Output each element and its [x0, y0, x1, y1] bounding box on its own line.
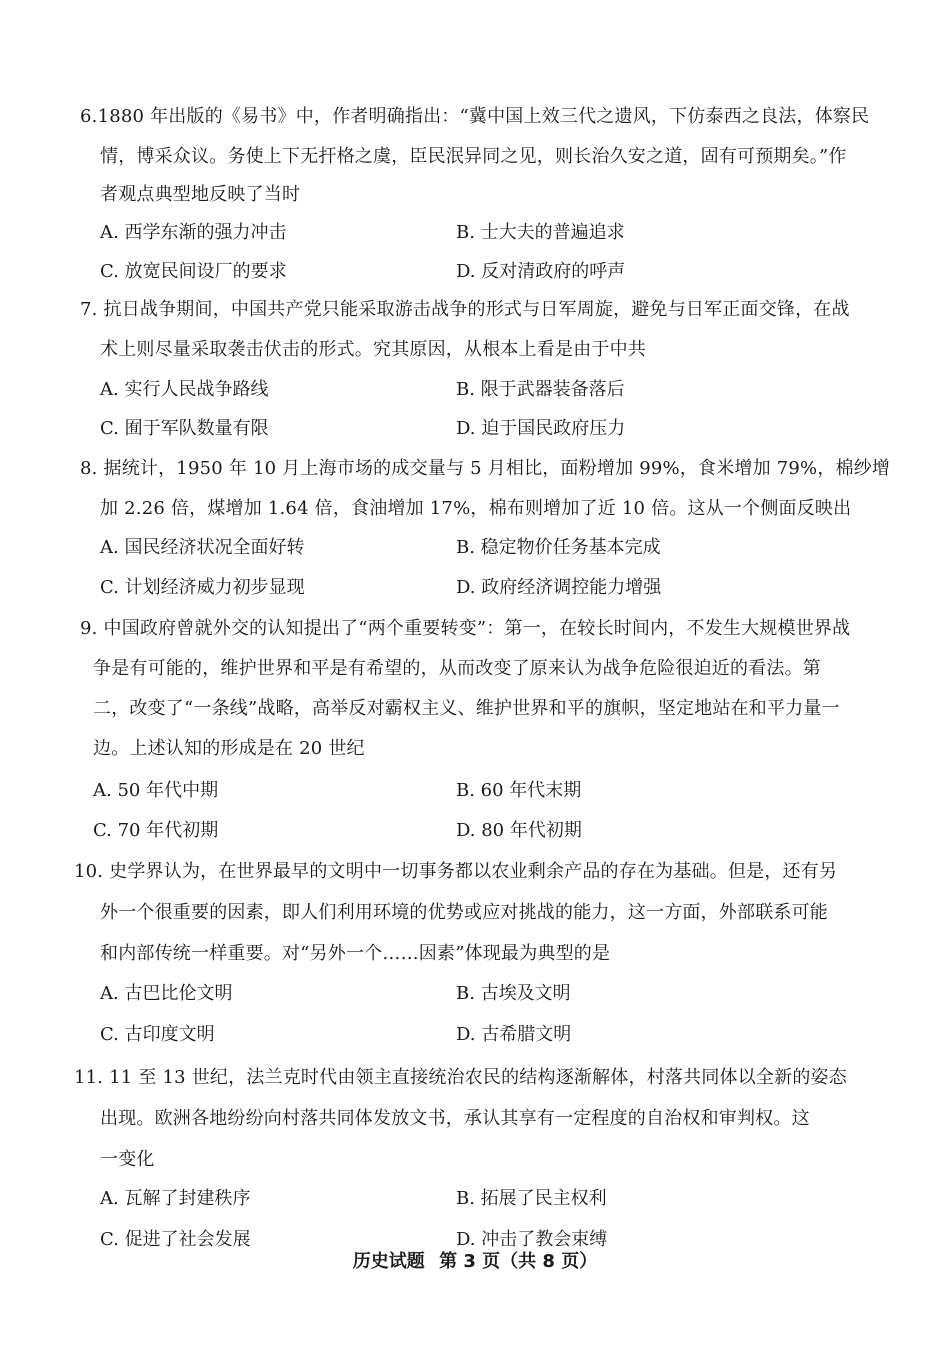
question-8-stem-line-1: 8. 据统计，1950 年 10 月上海市场的成交量与 5 月相比，面粉增加 99%，食米增加 79%，棉纱增 [80, 458, 891, 479]
question-9-option-b: B. 60 年代末期 [456, 780, 582, 801]
question-10-stem-line-2: 外一个很重要的因素，即人们利用环境的优势或应对挑战的能力，这一方面，外部联系可能 [100, 902, 828, 923]
question-11-stem-line-3: 一变化 [100, 1149, 155, 1170]
question-9-stem-line-1: 9. 中国政府曾就外交的认知提出了“两个重要转变”：第一，在较长时间内，不发生大规模世界战 [80, 618, 851, 639]
question-6-option-b: B. 士大夫的普遍追求 [456, 222, 625, 243]
question-6-stem-line-1: 6.1880 年出版的《易书》中，作者明确指出：“冀中国上效三代之遗风，下仿泰西之良法，体察民 [80, 106, 870, 127]
question-10-stem-line-3: 和内部传统一样重要。对“另外一个……因素”体现最为典型的是 [100, 943, 611, 964]
question-11-option-b: B. 拓展了民主权利 [456, 1188, 607, 1209]
question-7-option-c: C. 囿于军队数量有限 [100, 418, 269, 439]
question-8-option-d: D. 政府经济调控能力增强 [456, 577, 662, 598]
question-10-option-c: C. 古印度文明 [100, 1024, 215, 1045]
question-10-option-a: A. 古巴比伦文明 [100, 983, 233, 1004]
question-7-option-b: B. 限于武器装备落后 [456, 379, 625, 400]
question-9-option-c: C. 70 年代初期 [93, 820, 219, 841]
question-8-option-b: B. 稳定物价任务基本完成 [456, 537, 661, 558]
question-10-stem-line-1: 10. 史学界认为，在世界最早的文明中一切事务都以农业剩余产品的存在为基础。但是，还有另 [74, 861, 838, 882]
question-8-option-c: C. 计划经济威力初步显现 [100, 577, 305, 598]
question-6-option-d: D. 反对清政府的呼声 [456, 261, 626, 282]
question-7-stem-line-2: 术上则尽量采取袭击伏击的形式。究其原因，从根本上看是由于中共 [100, 339, 646, 360]
question-11-option-c: C. 促进了社会发展 [100, 1229, 251, 1250]
question-10-option-d: D. 古希腊文明 [456, 1024, 572, 1045]
question-7-option-a: A. 实行人民战争路线 [100, 379, 269, 400]
question-6-option-a: A. 西学东渐的强力冲击 [100, 222, 287, 243]
question-8-option-a: A. 国民经济状况全面好转 [100, 537, 305, 558]
question-9-option-a: A. 50 年代中期 [93, 780, 219, 801]
question-9-stem-line-3: 二，改变了“一条线”战略，高举反对霸权主义、维护世界和平的旗帜，坚定地站在和平力量一 [93, 698, 840, 719]
footer-subject: 历史试题 [352, 1251, 425, 1272]
footer-page-number: 第 3 页（共 8 页） [439, 1251, 598, 1272]
question-7-option-d: D. 迫于国民政府压力 [456, 418, 626, 439]
question-8-stem-line-2: 加 2.26 倍，煤增加 1.64 倍，食油增加 17%，棉布则增加了近 10 倍。这从一个侧面反映出 [100, 498, 852, 519]
question-7-stem-line-1: 7. 抗日战争期间，中国共产党只能采取游击战争的形式与日军周旋，避免与日军正面交锋，在战 [80, 299, 850, 320]
question-11-option-d: D. 冲击了教会束缚 [456, 1229, 608, 1250]
question-11-option-a: A. 瓦解了封建秩序 [100, 1188, 251, 1209]
question-6-option-c: C. 放宽民间设厂的要求 [100, 261, 287, 282]
page-footer [0, 1250, 950, 1274]
question-9-option-d: D. 80 年代初期 [456, 820, 582, 841]
question-10-option-b: B. 古埃及文明 [456, 983, 571, 1004]
question-6-stem-line-3: 者观点典型地反映了当时 [100, 184, 301, 205]
question-9-stem-line-2: 争是有可能的，维护世界和平是有希望的，从而改变了原来认为战争危险很迫近的看法。第 [93, 658, 821, 679]
question-9-stem-line-4: 边。上述认知的形成是在 20 世纪 [93, 738, 365, 759]
question-11-stem-line-1: 11. 11 至 13 世纪，法兰克时代由领主直接统治农民的结构逐渐解体，村落共同体以全新的姿态 [74, 1067, 847, 1088]
question-6-stem-line-2: 情，博采众议。务使上下无扞格之虞，臣民泯异同之见，则长治久安之道，固有可预期矣。”作 [100, 146, 847, 167]
question-11-stem-line-2: 出现。欧洲各地纷纷向村落共同体发放文书，承认其享有一定程度的自治权和审判权。这 [100, 1108, 810, 1129]
